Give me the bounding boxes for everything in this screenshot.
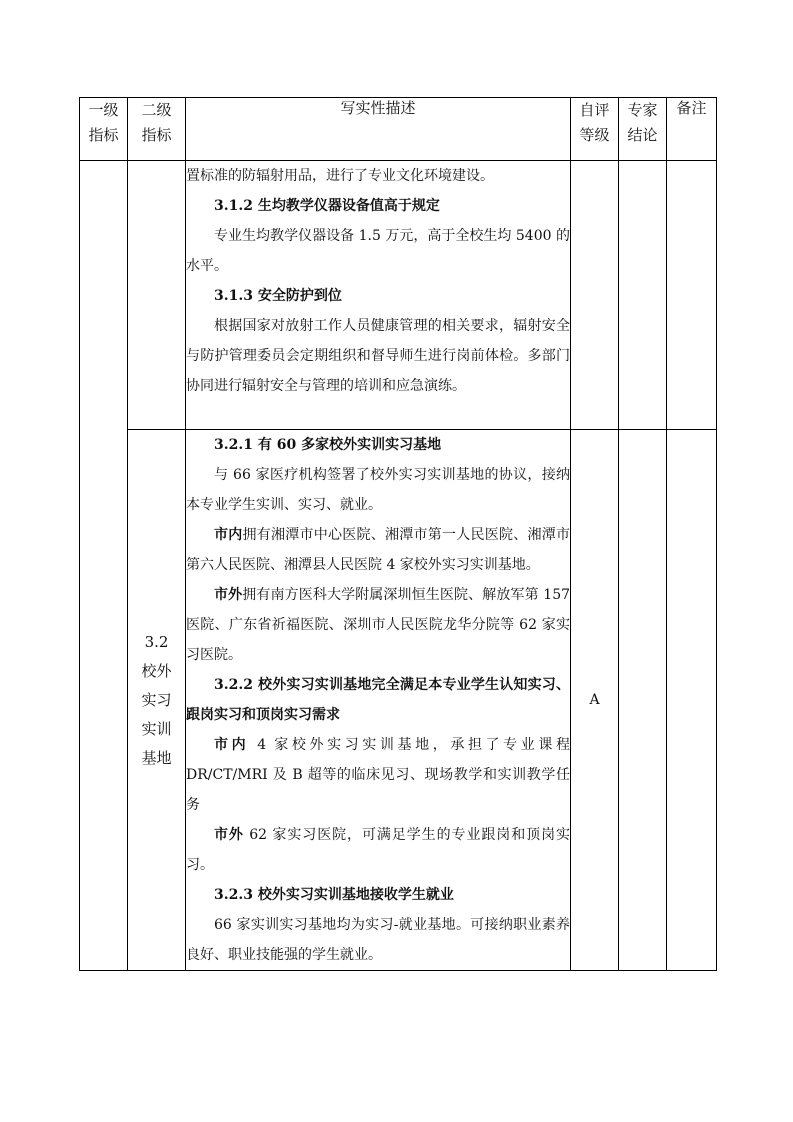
level1-cell bbox=[80, 161, 128, 971]
paragraph: 置标准的防辐射用品，进行了专业文化环境建设。 bbox=[186, 168, 494, 184]
level2-label-line: 实训 bbox=[141, 719, 172, 738]
expert-cell bbox=[619, 161, 667, 430]
paragraph: 市内 4 家校外实习实训基地，承担了专业课程 DR/CT/MRI 及 B 超等的临床见习、现场教学和实训教学任务 bbox=[186, 737, 570, 813]
header-level2: 二级 指标 bbox=[128, 98, 186, 161]
paragraph: 市外拥有南方医科大学附属深圳恒生医院、解放军第 157 医院、广东省祈福医院、深圳市人民医院龙华分院等 62 家实习医院。 bbox=[186, 587, 571, 663]
self-grade-cell: A bbox=[571, 430, 619, 971]
table-row bbox=[80, 430, 717, 971]
header-description: 写实性描述 bbox=[186, 98, 571, 161]
header-remark: 备注 bbox=[667, 98, 717, 161]
level2-label-line: 实习 bbox=[141, 690, 172, 709]
level2-cell bbox=[128, 161, 186, 430]
section-heading-3-2-1: 3.2.1 有 60 多家校外实训实习基地 bbox=[214, 437, 442, 453]
level2-label-line: 校外 bbox=[141, 661, 172, 680]
expert-cell bbox=[619, 430, 667, 971]
self-grade-cell bbox=[571, 161, 619, 430]
description-cell bbox=[186, 161, 571, 430]
header-level1: 一级 指标 bbox=[80, 98, 128, 161]
header-expert: 专家 结论 bbox=[619, 98, 667, 161]
section-heading-3-2-2: 3.2.2 校外实习实训基地完全满足本专业学生认知实习、跟岗实习和顶岗实习需求 bbox=[186, 677, 570, 723]
remark-cell bbox=[667, 161, 717, 430]
paragraph: 市内拥有湘潭市中心医院、湘潭市第一人民医院、湘潭市第六人民医院、湘潭县人民医院 4 家校外实习实训基地。 bbox=[186, 527, 570, 573]
level2-label-line: 3.2 bbox=[144, 632, 169, 651]
lead-label: 市内 bbox=[214, 527, 243, 543]
section-heading-3-1-3: 3.1.3 安全防护到位 bbox=[214, 288, 342, 304]
table-row bbox=[80, 161, 717, 430]
evaluation-table bbox=[79, 97, 717, 971]
paragraph: 专业生均教学仪器设备 1.5 万元，高于全校生均 5400 的水平。 bbox=[186, 228, 570, 274]
section-heading-3-2-3: 3.2.3 校外实习实训基地接收学生就业 bbox=[214, 887, 454, 903]
header-row bbox=[80, 98, 717, 161]
level2-cell bbox=[128, 430, 186, 971]
lead-label: 市外 bbox=[214, 587, 243, 603]
lead-label: 市内 bbox=[214, 737, 250, 753]
paragraph: 66 家实训实习基地均为实习-就业基地。可接纳职业素养良好、职业技能强的学生就业。 bbox=[186, 917, 570, 963]
description-cell bbox=[186, 430, 571, 971]
paragraph: 市外 62 家实习医院，可满足学生的专业跟岗和顶岗实习。 bbox=[186, 827, 571, 873]
level2-label-line: 基地 bbox=[141, 748, 172, 767]
lead-label: 市外 bbox=[214, 827, 244, 843]
section-heading-3-1-2: 3.1.2 生均教学仪器设备值高于规定 bbox=[214, 198, 440, 214]
remark-cell bbox=[667, 430, 717, 971]
paragraph: 根据国家对放射工作人员健康管理的相关要求，辐射安全与防护管理委员会定期组织和督导师生进行岗前体检。多部门协同进行辐射安全与管理的培训和应急演练。 bbox=[186, 318, 570, 394]
paragraph: 与 66 家医疗机构签署了校外实习实训基地的协议，接纳本专业学生实训、实习、就业。 bbox=[186, 467, 570, 513]
header-self-grade: 自评 等级 bbox=[571, 98, 619, 161]
